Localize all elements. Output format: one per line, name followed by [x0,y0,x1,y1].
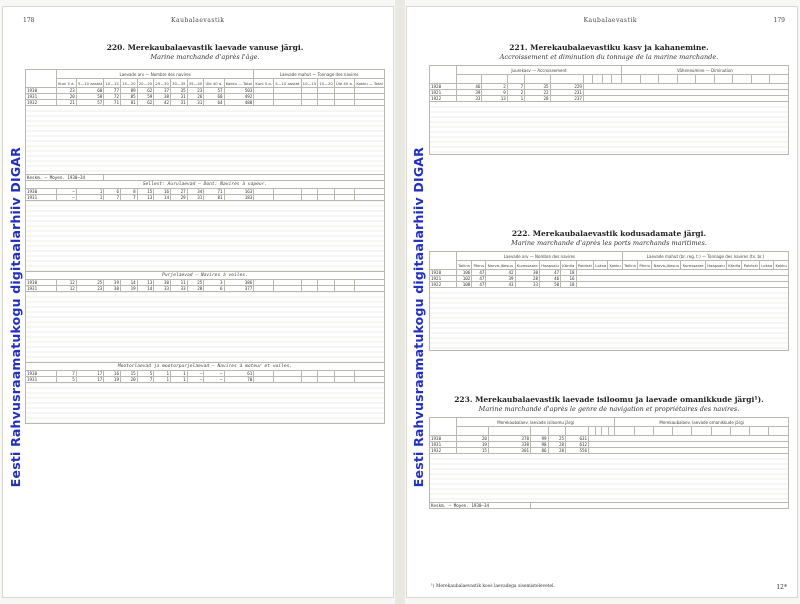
col-header: 5—10 aastat [77,80,103,86]
table-body-continued [430,288,789,351]
table-221-subtitle: Accroissement et diminution du tonnage de la marine marchande. [499,53,719,61]
table-223 [429,395,789,509]
cell: 58 [76,94,104,100]
cell: 20 [457,436,489,442]
cell: 71 [204,189,224,195]
cell: 20 [120,377,137,383]
navigation-group-header: Merekaubalaev. laevade isiloomu järgi [457,418,615,427]
col-header: Narva-Jõesuu [487,262,514,268]
cell: 42 [486,270,515,276]
average-row-label: Keskm. — Moyen. 1930—34 [430,503,531,509]
col-header [733,75,752,84]
cell: 47 [539,270,560,276]
col-header: Pärnu [473,262,485,268]
cell: 7 [104,195,121,201]
cell: 2 [482,84,507,90]
col-header: Kuni 5 a. [58,80,75,86]
table-222-title: 222. Merekaubalaevastik kodusadamate järgi. [511,229,707,238]
cell: 183 [224,195,254,201]
col-header [714,75,733,84]
cell: 19 [120,286,137,292]
col-header [750,427,769,436]
col-header: 5—10 aastat [275,80,300,86]
cell: 28 [187,286,204,292]
col-header [711,427,730,436]
cell: 5 [137,371,154,377]
cell-year: 1931 [26,94,57,100]
col-header: Tallinn [458,262,471,268]
col-header: Kokku — Total [356,80,383,86]
cell: 556 [566,448,589,454]
cell: 1 [76,189,104,195]
cell: 12 [57,286,77,292]
cell: 28 [525,96,550,102]
table-220-title: 220. Merekaubalaevastik laevade vanuse järgi. [106,43,304,52]
average-row-label: Keskm. — Moyen. 1930—34 [26,175,104,181]
cell: 30 [515,270,539,276]
cell: 15 [120,371,137,377]
col-header [770,75,789,84]
cell: 12 [57,280,77,286]
cell: 25 [76,280,104,286]
cell: 39 [486,276,515,282]
cell: 7 [137,377,154,383]
cell: 62 [137,100,154,106]
cell: 13 [482,96,507,102]
cell: 99 [531,436,549,442]
cell: 16 [104,371,121,377]
cell-year: 1922 [430,282,457,288]
cell: 19 [457,442,489,448]
table-row [430,503,789,509]
cell: 33 [154,286,171,292]
col-header [696,75,715,84]
cell: 20 [57,94,77,100]
year-header [430,418,457,436]
cell: 31 [170,94,187,100]
watermark-text: Eesti Rahvusraamatukogu digitaalarhiiv DIGAR [410,146,426,488]
cell: 15 [137,189,154,195]
cell-year: 1920 [430,84,457,90]
col-header: Kärdla [562,262,575,268]
table-221-title: 221. Merekaubalaevastiku kasv ja kahanemine. [509,43,709,52]
table-222-grid [429,251,789,351]
count-group-header: Laevade arv — Nombre des navires [57,70,254,79]
table-221 [429,43,789,155]
cell: 1 [76,195,104,201]
table-220-subtitle: Marine marchande d'après l'âge. [150,53,260,61]
right-running-head: Kaubalaevastik [583,17,637,24]
cell: 85 [120,94,137,100]
cell-year: 1921 [430,90,457,96]
col-header: 30—35 [172,80,186,86]
cell: 33 [515,282,539,288]
cell-year: 1920 [430,270,457,276]
cell: 9 [482,90,507,96]
cell: 22 [525,90,550,96]
cell: 229 [550,84,583,90]
col-header [602,75,611,84]
decrease-group-header: Väheneumine — Diminution [622,66,789,75]
cell: 86 [531,448,549,454]
col-header [640,75,659,84]
col-header: Narva-Jõesuu [653,262,680,268]
col-header: 35—40 [188,80,203,86]
left-page-header [23,17,381,24]
col-header [751,75,770,84]
col-header: Kuressaare [516,262,538,268]
col-header: Kokku [609,262,621,268]
cell [531,503,789,509]
col-header: Kokku [775,262,787,268]
cell-year: 1922 [430,96,457,102]
col-header [550,75,583,84]
table-body-continued [26,383,385,424]
cell-year: 1931 [26,195,57,201]
cell: 386 [224,280,254,286]
cell: 70 [224,377,254,383]
cell: 42 [154,100,171,106]
col-header [615,427,634,436]
table-220-grid [25,69,385,424]
col-header [769,427,789,436]
cell: 23 [76,286,104,292]
cell: 16 [154,189,171,195]
cell: 6 [104,189,121,195]
cell: 102 [457,276,472,282]
cell: 81 [204,195,224,201]
cell: 71 [104,100,121,106]
cell: 37 [154,88,171,94]
cell-year: 1932 [26,100,57,106]
archive-watermark [410,47,426,587]
cell: 492 [224,94,254,100]
signature-mark: 12* [776,584,787,591]
cell: 18 [561,282,576,288]
col-header [622,75,641,84]
cell: 13 [137,195,154,201]
cell: 30 [104,286,121,292]
cell: 57 [76,100,104,106]
cell: 14 [120,280,137,286]
left-page-number: 178 [23,17,35,24]
col-header [457,427,489,436]
col-header: 10—15 [105,80,119,86]
cell: 8 [120,189,137,195]
cell: 47 [472,276,486,282]
cell-year: 1930 [26,189,57,195]
owners-group-header: Merekaubalaev. laevade omanikkude järgi [615,418,789,427]
col-header: Kuni 5 a. [255,80,272,86]
cell-year: 1931 [26,377,57,383]
cell: 31 [187,195,204,201]
col-header: Üle 40 a. [205,80,223,86]
year-header [430,252,457,270]
table-223-title: 223. Merekaubalaevastik laevade isiloomu ja laevade omanikkude järgi¹). [454,395,764,404]
cell: 17 [76,371,104,377]
cell: 98 [531,442,549,448]
cell: 17 [76,377,104,383]
cell-year: 1930 [26,280,57,286]
table-body-continued [26,201,385,272]
cell: 31 [170,100,187,106]
cell: 7 [120,195,137,201]
cell: 18 [561,270,576,276]
col-header: Tallinn [624,262,637,268]
col-header: 15—20 [122,80,136,86]
cell: — [204,377,224,383]
col-header [488,427,530,436]
cell: 23 [187,88,204,94]
cell: 2 [507,90,524,96]
cell: 301 [488,448,530,454]
cell: 28 [548,442,566,448]
cell: 26 [187,94,204,100]
col-header: Kärdla [728,262,741,268]
cell: 108 [457,282,472,288]
col-header [612,75,622,84]
col-header: 15—20 [319,80,333,86]
cell: 60 [204,94,224,100]
table-body-continued [430,454,789,503]
table-223-subtitle: Marine marchande d'après le genre de navigation et propriétaires des navires. [478,405,740,413]
year-header [26,70,57,88]
cell: — [187,371,204,377]
col-header [548,427,566,436]
section-label: Mootorlaevad ja mootorpurjelaevad — Navires à moteur et voiles. [26,363,385,371]
cell: 1 [170,377,187,383]
cell-year: 1930 [26,88,57,94]
col-header [525,75,550,84]
cell: 231 [550,90,583,96]
col-header [677,75,696,84]
cell: 237 [550,96,583,102]
cell: — [204,371,224,377]
cell: 1 [154,371,171,377]
table-221-grid [429,65,789,155]
cell: 503 [224,88,254,94]
cell: 35 [170,88,187,94]
cell: 39 [457,90,482,96]
col-header [634,427,653,436]
col-header [583,75,592,84]
cell: 59 [137,94,154,100]
col-header: Kokku — Total [225,80,253,86]
section-label: Purjelaevad — Navires à voiles. [26,272,385,280]
cell: 61 [224,371,254,377]
cell: 13 [137,280,154,286]
cell: 50 [539,282,560,288]
col-header [608,427,615,436]
cell: 25 [548,436,566,442]
col-header: Loksa [761,262,773,268]
cell: 377 [224,286,254,292]
tonnage-group-header: Laevade mahut (br. reg. t.) — Tonnage des navires (tx. br.) [622,252,788,261]
table-body-continued [26,106,385,175]
right-page-number: 179 [773,17,785,24]
cell: 35 [525,84,550,90]
right-page [406,6,798,598]
watermark-text: Eesti Rahvusraamatukogu digitaalarhiiv DIGAR [7,146,23,488]
col-header [507,75,524,84]
cell: 1 [154,377,171,383]
cell: 34 [187,189,204,195]
cell: 25 [187,280,204,286]
cell: 612 [566,442,589,448]
tonnage-group-header: Laevade mahut — Tonnage des navires [254,70,385,79]
book-gutter [395,0,405,604]
cell: 27 [170,189,187,195]
cell: 60 [76,88,104,94]
cell: 11 [170,280,187,286]
right-page-header [427,17,785,24]
col-header [730,427,749,436]
footnote: ¹) Merekaubalaevastik koos laevadega sisemistelevetel. [431,584,555,589]
left-page [2,6,394,598]
archive-watermark [7,47,23,587]
cell: 480 [224,100,254,106]
cell: 46 [539,276,560,282]
col-header: Loksa [595,262,607,268]
col-header: 20—25 [138,80,153,86]
col-header [457,75,482,84]
table-222-subtitle: Marine marchande d'après les ports marchands maritimes. [511,239,707,247]
cell: 378 [488,436,530,442]
col-header: Üle 40 a. [336,80,353,86]
col-header [593,75,602,84]
cell: — [57,189,77,195]
col-header [531,427,549,436]
cell: 631 [566,436,589,442]
col-header: 25—30 [155,80,169,86]
cell: 19 [104,377,121,383]
cell: 14 [137,286,154,292]
cell: 30 [154,280,171,286]
cell: 89 [120,88,137,94]
cell: 7 [507,84,524,90]
table-220 [25,43,385,424]
cell: 163 [224,189,254,195]
cell: 31 [187,100,204,106]
cell: 57 [204,88,224,94]
col-header [692,427,711,436]
col-header [566,427,589,436]
col-header: 10—15 [302,80,317,86]
cell: 7 [57,371,77,377]
cell: 39 [104,280,121,286]
cell-year: 1921 [430,276,457,282]
col-header: Paldiski [577,262,592,268]
col-header: Pärnu [639,262,651,268]
col-header: Haapsalu [707,262,725,268]
cell: 15 [457,448,489,454]
cell: 77 [104,88,121,94]
cell: 16 [561,276,576,282]
cell-year: 1930 [430,436,457,442]
cell-year: 1932 [430,448,457,454]
cell: 1 [170,371,187,377]
count-group-header: Laevade arv — Nombre des navires [457,252,623,261]
cell: — [187,377,204,383]
left-running-head: Kaubalaevastik [171,17,225,24]
cell: 81 [120,100,137,106]
cell: 6 [204,286,224,292]
col-header: Paldiski [743,262,758,268]
col-header: Kuressaare [682,262,704,268]
cell: 38 [154,94,171,100]
col-header [653,427,672,436]
cell: 106 [457,270,472,276]
cell: — [57,195,77,201]
cell: 33 [457,96,482,102]
cell: 72 [104,94,121,100]
col-header [673,427,692,436]
cell-year: 1931 [26,286,57,292]
cell: 14 [154,195,171,201]
col-header [659,75,678,84]
table-222 [429,229,789,351]
table-223-grid [429,417,789,509]
cell: 43 [486,282,515,288]
cell-year: 1931 [430,442,457,448]
cell: 62 [137,88,154,94]
cell: 46 [457,84,482,90]
cell: 33 [170,286,187,292]
cell: 28 [515,276,539,282]
cell: 23 [57,88,77,94]
col-header: Haapsalu [541,262,559,268]
increase-group-header: Juurekasv — Accroissement [457,66,622,75]
cell: 64 [204,100,224,106]
cell: 21 [57,100,77,106]
cell: 1 [507,96,524,102]
col-header [482,75,507,84]
cell: 29 [170,195,187,201]
cell: 338 [488,442,530,448]
cell: 47 [472,282,486,288]
table-body-continued [26,292,385,363]
cell: 3 [204,280,224,286]
cell: 28 [548,448,566,454]
cell-year: 1930 [26,371,57,377]
cell: 47 [472,270,486,276]
cell: 5 [57,377,77,383]
table-body-continued [430,102,789,155]
section-label: Sellest: Aurulaevad — Dont: Navires à vapeur. [26,181,385,189]
year-header [430,66,457,84]
